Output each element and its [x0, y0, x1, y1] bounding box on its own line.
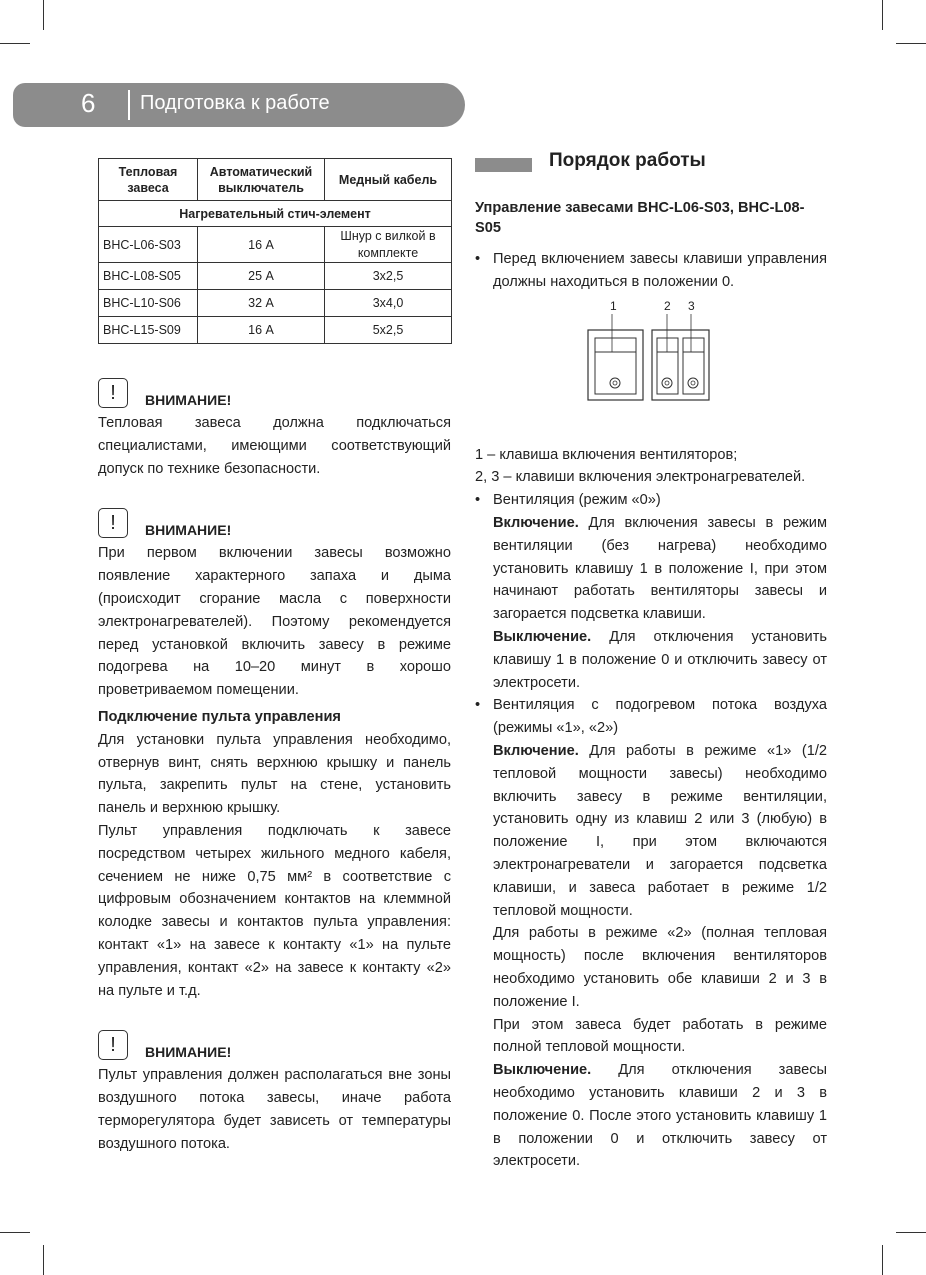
left-column [98, 378, 451, 1156]
exclamation-icon: ! [98, 378, 128, 408]
exclamation-icon: ! [98, 508, 128, 538]
switch-diagram-svg [475, 296, 827, 431]
warning-block [98, 1030, 451, 1060]
right-column [475, 198, 827, 1173]
crop-mark [43, 1245, 44, 1275]
table-cell: 3х4,0 [325, 290, 452, 317]
subheading: Управление завесами BHC-L06-S03, BHC-L08-S05 [475, 200, 805, 236]
switch-label: 2 [664, 298, 671, 313]
warning-block [98, 508, 451, 538]
bullet-item: • Перед включением завесы клавиши управления должны находиться в положении 0. [475, 248, 827, 294]
warning-label: ВНИМАНИЕ! [145, 392, 232, 408]
switch-label: 3 [688, 298, 695, 313]
warning-label: ВНИМАНИЕ! [145, 1044, 232, 1061]
table-cell: 32 А [198, 290, 325, 317]
table-header: Медный кабель [325, 159, 452, 201]
warning-text: При первом включении завесы возможно появление характерного запаха и дыма (происходит сгорание масла с поверхности электронагревателей). Поэтому рекомендуется перед установкой включить завесу в режиме подогрева на 10–20 минут в хорошо проветриваемом помещении. [98, 545, 451, 699]
switch-1-key [595, 338, 636, 394]
switch-1-frame [588, 330, 643, 400]
table-cell: BHC-L10-S06 [99, 290, 198, 317]
table-header: Тепловая завеса [99, 159, 198, 201]
crop-mark [0, 43, 30, 44]
paragraph: Выключение. Для отключения установить клавишу 1 в положение 0 и отключить завесу от электросети. [493, 628, 827, 691]
exclamation-icon: ! [98, 1030, 128, 1060]
off-label: Выключение. [493, 1062, 592, 1079]
paragraph: Для установки пульта управления необходимо, отвернув винт, снять верхнюю крышку и панель пульта, закрепить пульт на стене, установить панель и верхнюю крышку. [98, 731, 451, 817]
warning-label: ВНИМАНИЕ! [145, 522, 232, 539]
remote-heading: Подключение пульта управления [98, 708, 341, 725]
crop-mark [0, 1232, 30, 1233]
paragraph: Включение. Для включения завесы в режим вентиляции (без нагрева) необходимо установить клавишу 1 в положение I, при этом начинают работать вентиляторы завесы и загорается подсветка клавиши. [493, 514, 827, 623]
paragraph: Пульт управления подключать к завесе посредством четырех жильного медного кабеля, сечением не ниже 0,75 мм² в соответствие с цифровым обозначением контактов на клеммной колодке завесы и контактов пульта управления: контакт «1» на завесе к контакту «1» на пульте управления, контакт «2» на завесе к контакту «2» на пульте и т.д. [98, 822, 451, 999]
paragraph: При этом завеса будет работать в режиме полной тепловой мощности. [493, 1016, 827, 1056]
page-header [13, 83, 465, 127]
paragraph: Включение. Для работы в режиме «1» (1/2 тепловой мощности завесы) необходимо включить завесу в режиме вентиляции, установить одну из клавиш 2 или 3 (любую) в положение I, при этом включаются электронагреватели и загорается подсветка клавиши, и завеса работает в режиме 1/2 тепловой мощности. [493, 742, 827, 919]
on-label: Включение. [493, 514, 579, 531]
table-header: Автоматический выключатель [198, 159, 325, 201]
page-number: 6 [81, 88, 96, 118]
warning-block [98, 378, 451, 408]
crop-mark [896, 43, 926, 44]
table-cell: 3х2,5 [325, 263, 452, 290]
table-cell: 16 А [198, 317, 325, 344]
table-cell: BHC-L06-S03 [99, 227, 198, 263]
warning-text: Пульт управления должен располагаться вне зоны воздушного потока завесы, иначе работа терморегулятора будет зависеть от температуры воздушного потока. [98, 1067, 451, 1152]
switch-2-key [657, 338, 678, 394]
table-cell: 16 А [198, 227, 325, 263]
switch-indicator-icon [688, 378, 698, 388]
header-divider [128, 90, 130, 120]
crop-mark [882, 0, 883, 30]
table-cell: BHC-L15-S09 [99, 317, 198, 344]
section-heading: Порядок работы [549, 150, 706, 171]
switch-3-key [683, 338, 704, 394]
page-title: Подготовка к работе [140, 92, 330, 114]
switch-label: 1 [610, 298, 617, 313]
on-label: Включение. [493, 742, 579, 759]
paragraph: Выключение. Для отключения завесы необходимо установить клавиши 2 и 3 в положение 0. После этого установить клавишу 1 в положении 0 и отключить завесу от электросети. [493, 1062, 827, 1170]
switch-indicator-icon [610, 378, 620, 388]
warning-text: Тепловая завеса должна подключаться специалистами, имеющими соответствующий допуск по технике безопасности. [98, 415, 451, 477]
bullet-item: • Вентиляция с подогревом потока воздуха (режимы «1», «2») [475, 694, 827, 740]
paragraph: Для работы в режиме «2» (полная тепловая мощность) после включения вентиляторов необходимо установить обе клавиши 2 и 3 в положение I. [493, 925, 827, 1010]
legend-item: 2, 3 – клавиши включения электронагревателей. [475, 469, 806, 486]
switch-2-3-frame [652, 330, 709, 400]
table-cell: 5х2,5 [325, 317, 452, 344]
table-cell: Шнур с вилкой в комплекте [325, 227, 452, 263]
section-bar [475, 158, 532, 172]
spec-table [98, 158, 452, 344]
legend-item: 1 – клавиша включения вентиляторов; [475, 446, 738, 463]
switch-indicator-icon [662, 378, 672, 388]
crop-mark [43, 0, 44, 30]
table-cell: BHC-L08-S05 [99, 263, 198, 290]
table-subheader: Нагревательный стич-элемент [99, 201, 452, 227]
bullet-item: • Вентиляция (режим «0») [475, 489, 827, 512]
switch-diagram [475, 296, 827, 431]
crop-mark [896, 1232, 926, 1233]
table-cell: 25 А [198, 263, 325, 290]
crop-mark [882, 1245, 883, 1275]
off-label: Выключение. [493, 628, 592, 645]
